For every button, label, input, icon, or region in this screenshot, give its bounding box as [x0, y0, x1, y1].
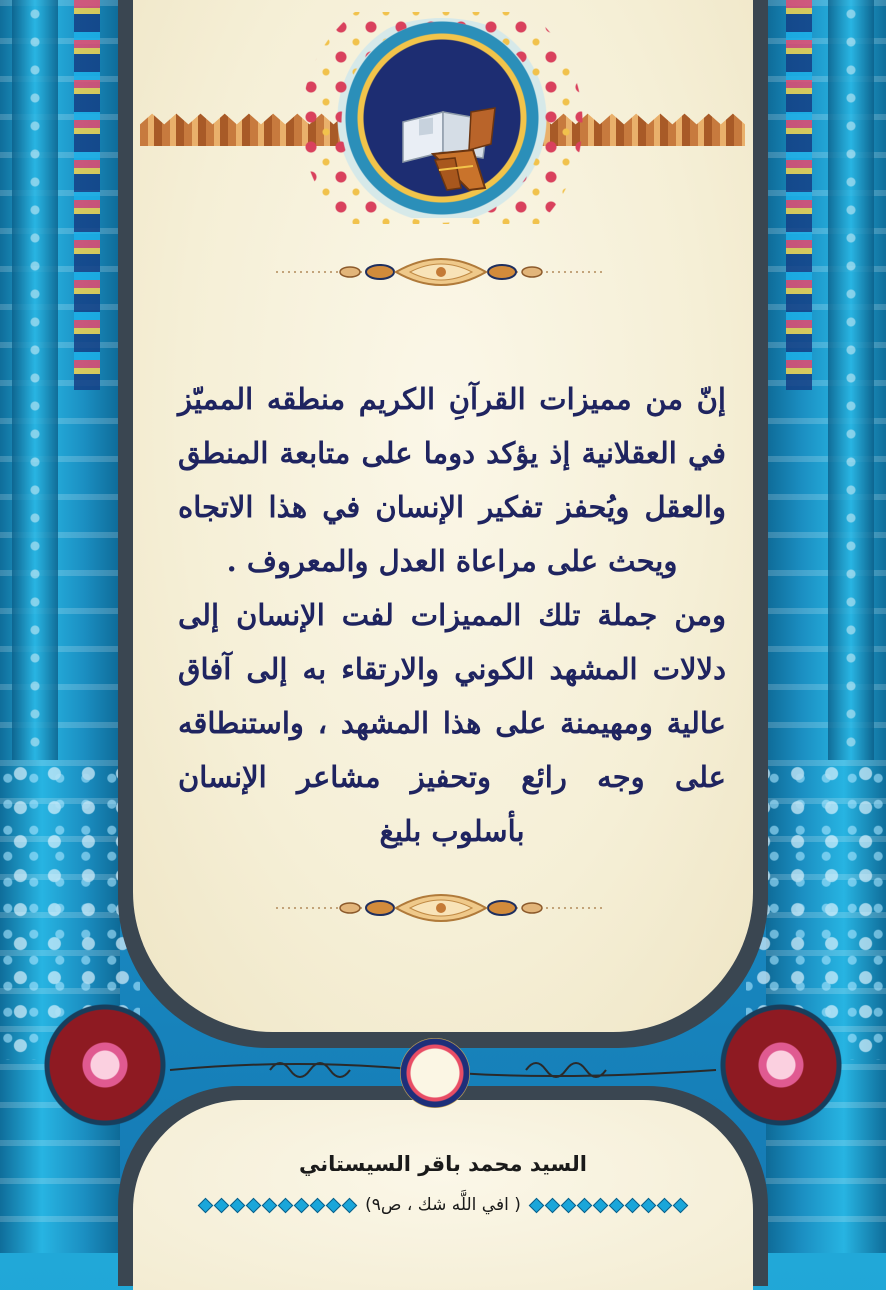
left-rosette-icon: [40, 990, 170, 1140]
source-reference: ( افي اللَّه شك ، ص٩): [365, 1195, 521, 1215]
center-medallion-icon: [400, 1038, 470, 1108]
quran-on-stand-icon: [373, 92, 513, 192]
arabesque-divider-icon-top: [276, 252, 606, 292]
main-text: [178, 372, 726, 858]
diamond-dots-right: [531, 1200, 686, 1211]
author-name: السيد محمد باقر السيستاني: [298, 1152, 587, 1176]
right-rosette-icon: [716, 990, 846, 1140]
paragraph-2: ومن جملة تلك المميزات لفت الإنسان إلى دلالات المشهد الكوني والارتقاء به إلى آفاق عالية ومهيمنة على هذا المشهد ، واستنطاقه على وجه رائع وتحفيز مشاعر الإنسان بأسلوب بليغ: [178, 598, 726, 848]
paragraph-1: إنّ من مميزات القرآنِ الكريم منطقه المميّز في العقلانية إذ يؤكد دوما على متابعة المنطق والعقل ويُحفز تفكير الإنسان في هذا الاتجاه ويحث على مراعاة العدل والمعروف .: [178, 382, 726, 578]
source-row: [176, 1192, 710, 1218]
arabesque-divider-icon-bottom: [276, 888, 606, 928]
diamond-dots-left: [200, 1200, 355, 1211]
